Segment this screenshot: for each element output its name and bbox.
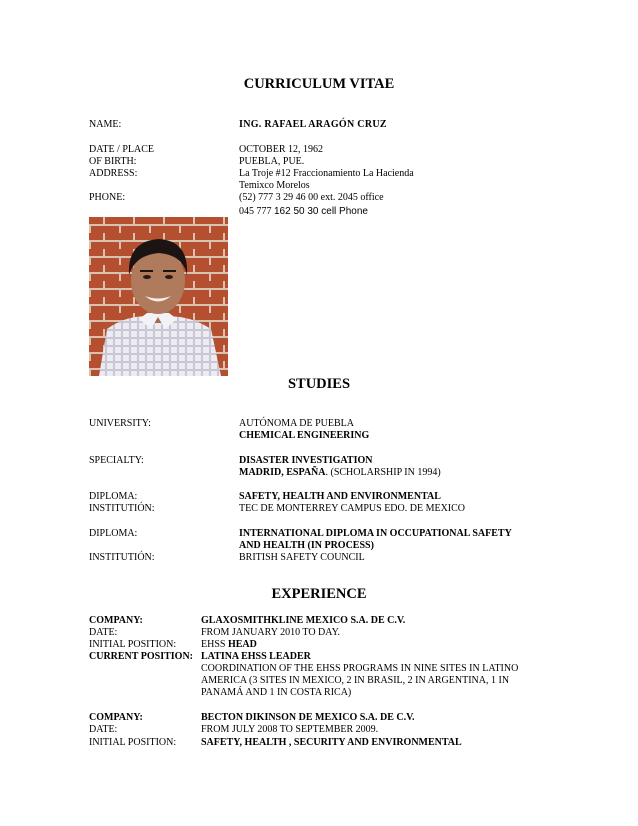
specialty-label: SPECIALTY: bbox=[89, 455, 144, 466]
specialty-value-2 bbox=[239, 467, 441, 479]
job1-desc-1: COORDINATION OF THE EHSS PROGRAMS IN NINE SITES IN LATINO bbox=[201, 663, 519, 674]
job1-initial-title: HEAD bbox=[227, 639, 257, 650]
job1-current-value: LATINA EHSS LEADER bbox=[201, 651, 311, 662]
job2-initial-value: SAFETY, HEALTH , SECURITY AND ENVIRONMENTAL bbox=[201, 737, 462, 748]
address-label: ADDRESS: bbox=[89, 168, 138, 179]
institution2-label: INSTITUTIÓN: bbox=[89, 552, 155, 563]
university-label: UNIVERSITY: bbox=[89, 418, 151, 429]
job2-company-value: BECTON DIKINSON DE MEXICO S.A. DE C.V. bbox=[201, 712, 415, 723]
job1-date-label: DATE: bbox=[89, 627, 118, 638]
job1-date-value: FROM JANUARY 2010 TO DAY. bbox=[201, 627, 341, 638]
dob-value-2: PUEBLA, PUE. bbox=[239, 156, 305, 167]
job1-desc-3: PANAMÁ AND 1 IN COSTA RICA) bbox=[201, 687, 352, 698]
name-label: NAME: bbox=[89, 119, 122, 130]
studies-heading: STUDIES bbox=[287, 376, 351, 392]
job2-date-label: DATE: bbox=[89, 724, 118, 735]
job1-desc-2: AMERICA (3 SITES IN MEXICO, 2 IN BRASIL, 2 IN ARGENTINA, 1 IN bbox=[201, 675, 510, 686]
phone-value-2 bbox=[239, 206, 368, 218]
university-value-1: AUTÓNOMA DE PUEBLA bbox=[239, 418, 354, 429]
dob-label-2: OF BIRTH: bbox=[89, 156, 137, 167]
specialty-place: MADRID, ESPAÑA bbox=[239, 467, 326, 478]
specialty-note: . (SCHOLARSHIP IN 1994) bbox=[325, 467, 441, 478]
diploma2-value-2: AND HEALTH (IN PROCESS) bbox=[239, 540, 374, 551]
name-value: ING. RAFAEL ARAGÓN CRUZ bbox=[239, 119, 387, 130]
job1-initial-value bbox=[201, 639, 257, 651]
diploma1-label: DIPLOMA: bbox=[89, 491, 138, 502]
page-title: CURRICULUM VITAE bbox=[243, 76, 395, 92]
profile-photo-image bbox=[89, 217, 228, 376]
job2-initial-label: INITIAL POSITION: bbox=[89, 737, 177, 748]
diploma2-label: DIPLOMA: bbox=[89, 528, 138, 539]
diploma1-value: SAFETY, HEALTH AND ENVIRONMENTAL bbox=[239, 491, 441, 502]
phone-label: PHONE: bbox=[89, 192, 126, 203]
phone-cell: 162 50 30 cell Phone bbox=[274, 206, 368, 217]
dob-label-1: DATE / PLACE bbox=[89, 144, 154, 155]
phone-prefix: 045 777 bbox=[239, 206, 274, 217]
job1-company-value: GLAXOSMITHKLINE MEXICO S.A. DE C.V. bbox=[201, 615, 406, 626]
university-value-2: CHEMICAL ENGINEERING bbox=[239, 430, 370, 441]
dob-value-1: OCTOBER 12, 1962 bbox=[239, 144, 323, 155]
job1-company-label: COMPANY: bbox=[89, 615, 143, 626]
job2-date-value: FROM JULY 2008 TO SEPTEMBER 2009. bbox=[201, 724, 379, 735]
job1-initial-dept: EHSS bbox=[201, 639, 228, 650]
institution1-label: INSTITUTIÓN: bbox=[89, 503, 155, 514]
address-value-1: La Troje #12 Fraccionamiento La Hacienda bbox=[239, 168, 414, 179]
job2-company-label: COMPANY: bbox=[89, 712, 143, 723]
experience-heading: EXPERIENCE bbox=[271, 586, 367, 602]
diploma2-value-1: INTERNATIONAL DIPLOMA IN OCCUPATIONAL SAFETY bbox=[239, 528, 512, 539]
job1-initial-label: INITIAL POSITION: bbox=[89, 639, 177, 650]
job1-current-label: CURRENT POSITION: bbox=[89, 651, 193, 662]
profile-photo bbox=[89, 217, 228, 376]
institution2-value: BRITISH SAFETY COUNCIL bbox=[239, 552, 365, 563]
specialty-value-1: DISASTER INVESTIGATION bbox=[239, 455, 373, 466]
address-value-2: Temixco Morelos bbox=[239, 180, 310, 191]
phone-value-1: (52) 777 3 29 46 00 ext. 2045 office bbox=[239, 192, 384, 203]
institution1-value: TEC DE MONTERREY CAMPUS EDO. DE MEXICO bbox=[239, 503, 466, 514]
